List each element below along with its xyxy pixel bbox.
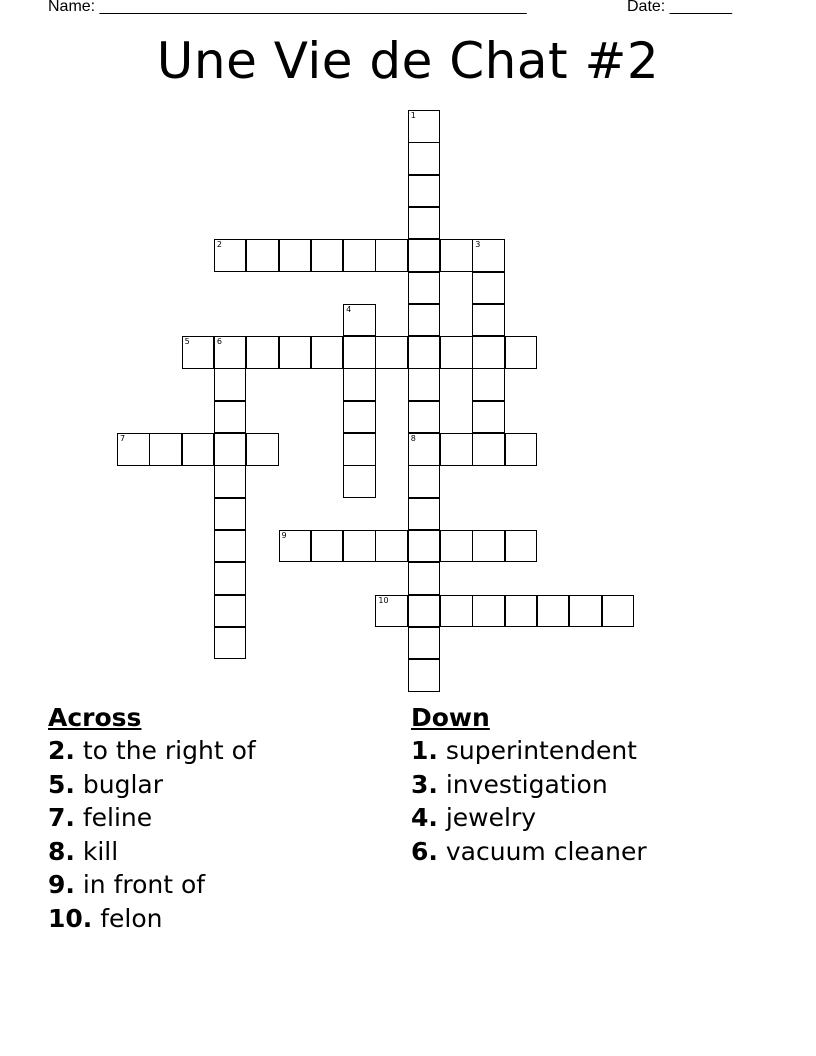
crossword-cell[interactable] <box>343 401 376 434</box>
clue-number: 3. <box>411 769 438 799</box>
crossword-cell[interactable] <box>117 433 150 466</box>
clue-item <box>48 801 256 835</box>
clue-text: investigation <box>445 769 608 799</box>
crossword-cell[interactable] <box>182 433 215 466</box>
across-heading: Across <box>48 703 142 732</box>
down-clue-list <box>411 734 647 868</box>
crossword-cell[interactable] <box>505 336 538 369</box>
crossword-cell[interactable] <box>246 239 279 272</box>
clue-text: buglar <box>82 769 163 799</box>
crossword-cell[interactable] <box>440 239 473 272</box>
clue-number: 10. <box>48 903 93 933</box>
date-field-label: Date: _______ <box>627 0 732 15</box>
crossword-cell[interactable] <box>408 336 441 369</box>
crossword-cell[interactable] <box>408 401 441 434</box>
crossword-cell[interactable] <box>472 368 505 401</box>
crossword-cell[interactable] <box>214 498 247 531</box>
crossword-cell[interactable] <box>311 530 344 563</box>
crossword-cell[interactable] <box>408 239 441 272</box>
clue-number: 1. <box>411 736 438 765</box>
crossword-cell[interactable] <box>343 239 376 272</box>
clue-number: 6. <box>411 836 438 866</box>
cell-number: 2 <box>216 240 222 250</box>
clue-text: jewelry <box>445 803 537 832</box>
crossword-cell[interactable] <box>408 433 441 466</box>
cell-number: 6 <box>216 337 222 347</box>
clue-text: vacuum cleaner <box>445 836 647 866</box>
crossword-cell[interactable] <box>214 627 247 660</box>
crossword-cell[interactable] <box>214 465 247 498</box>
crossword-cell[interactable] <box>408 465 441 498</box>
crossword-cell[interactable] <box>408 562 441 595</box>
crossword-cell[interactable] <box>408 207 441 240</box>
crossword-cell[interactable] <box>440 530 473 563</box>
cell-number: 3 <box>475 240 481 250</box>
clue-item <box>48 868 256 902</box>
crossword-cell[interactable] <box>408 272 441 305</box>
crossword-cell[interactable] <box>408 659 441 692</box>
crossword-cell[interactable] <box>246 336 279 369</box>
crossword-cell[interactable] <box>408 595 441 628</box>
crossword-cell[interactable] <box>343 368 376 401</box>
crossword-cell[interactable] <box>214 530 247 563</box>
crossword-cell[interactable] <box>375 595 408 628</box>
crossword-cell[interactable] <box>343 530 376 563</box>
crossword-cell[interactable] <box>408 142 441 175</box>
cell-number: 4 <box>346 304 352 314</box>
crossword-cell[interactable] <box>311 239 344 272</box>
clue-item <box>48 768 256 802</box>
clue-item <box>411 734 647 768</box>
crossword-cell[interactable] <box>343 433 376 466</box>
crossword-cell[interactable] <box>472 336 505 369</box>
crossword-cell[interactable] <box>343 336 376 369</box>
clue-text: superintendent <box>445 736 637 765</box>
cell-number: 10 <box>378 595 389 605</box>
crossword-cell[interactable] <box>472 272 505 305</box>
across-clues <box>48 702 256 935</box>
crossword-cell[interactable] <box>472 304 505 337</box>
crossword-cell[interactable] <box>214 336 247 369</box>
clue-item <box>48 734 256 768</box>
crossword-cell[interactable] <box>408 368 441 401</box>
clue-number: 8. <box>48 836 75 866</box>
crossword-cell[interactable] <box>408 530 441 563</box>
down-clues <box>411 702 647 868</box>
crossword-cell[interactable] <box>375 239 408 272</box>
cell-number: 1 <box>410 111 416 120</box>
crossword-cell[interactable] <box>472 530 505 563</box>
crossword-cell[interactable] <box>408 304 441 337</box>
crossword-cell[interactable] <box>408 110 441 143</box>
clue-number: 5. <box>48 769 75 799</box>
clue-item <box>48 835 256 869</box>
crossword-cell[interactable] <box>343 304 376 337</box>
page-title: Une Vie de Chat #2 <box>156 32 660 90</box>
clue-item <box>411 801 647 835</box>
crossword-cell[interactable] <box>214 368 247 401</box>
crossword-cell[interactable] <box>182 336 215 369</box>
crossword-cell[interactable] <box>537 595 570 628</box>
crossword-cell[interactable] <box>408 627 441 660</box>
crossword-cell[interactable] <box>408 175 441 208</box>
crossword-cell[interactable] <box>149 433 182 466</box>
crossword-cell[interactable] <box>602 595 635 628</box>
crossword-cell[interactable] <box>375 336 408 369</box>
clue-item <box>48 902 256 936</box>
clue-text: kill <box>82 836 119 866</box>
crossword-cell[interactable] <box>408 498 441 531</box>
name-field-label: Name: ________________________________________________ <box>48 0 527 15</box>
clue-text: felon <box>100 903 163 933</box>
crossword-cell[interactable] <box>279 530 312 563</box>
clue-number: 9. <box>48 870 75 899</box>
crossword-cell[interactable] <box>246 433 279 466</box>
cell-number: 5 <box>184 337 190 347</box>
crossword-cell[interactable] <box>440 595 473 628</box>
crossword-cell[interactable] <box>472 239 505 272</box>
clue-text: feline <box>82 803 153 832</box>
clue-number: 7. <box>48 803 75 832</box>
crossword-cell[interactable] <box>472 401 505 434</box>
crossword-cell[interactable] <box>279 336 312 369</box>
crossword-cell[interactable] <box>311 336 344 369</box>
crossword-cell[interactable] <box>505 433 538 466</box>
crossword-cell[interactable] <box>214 595 247 628</box>
down-heading: Down <box>411 703 490 732</box>
crossword-cell[interactable] <box>214 562 247 595</box>
crossword-cell[interactable] <box>279 239 312 272</box>
clue-item <box>411 768 647 802</box>
crossword-cell[interactable] <box>569 595 602 628</box>
clue-number: 4. <box>411 803 438 832</box>
crossword-cell[interactable] <box>472 595 505 628</box>
cell-number: 8 <box>410 434 416 443</box>
clue-item <box>411 835 647 869</box>
crossword-cell[interactable] <box>440 433 473 466</box>
cell-number: 9 <box>281 530 287 540</box>
crossword-cell[interactable] <box>505 530 538 563</box>
cell-number: 7 <box>120 434 126 443</box>
crossword-cell[interactable] <box>214 433 247 466</box>
crossword-cell[interactable] <box>505 595 538 628</box>
clue-text: to the right of <box>82 736 256 765</box>
clue-text: in front of <box>82 870 206 899</box>
across-clue-list <box>48 734 256 935</box>
clue-number: 2. <box>48 736 75 765</box>
crossword-cell[interactable] <box>375 530 408 563</box>
crossword-cell[interactable] <box>343 465 376 498</box>
crossword-cell[interactable] <box>214 401 247 434</box>
crossword-cell[interactable] <box>214 239 247 272</box>
crossword-cell[interactable] <box>440 336 473 369</box>
crossword-cell[interactable] <box>472 433 505 466</box>
